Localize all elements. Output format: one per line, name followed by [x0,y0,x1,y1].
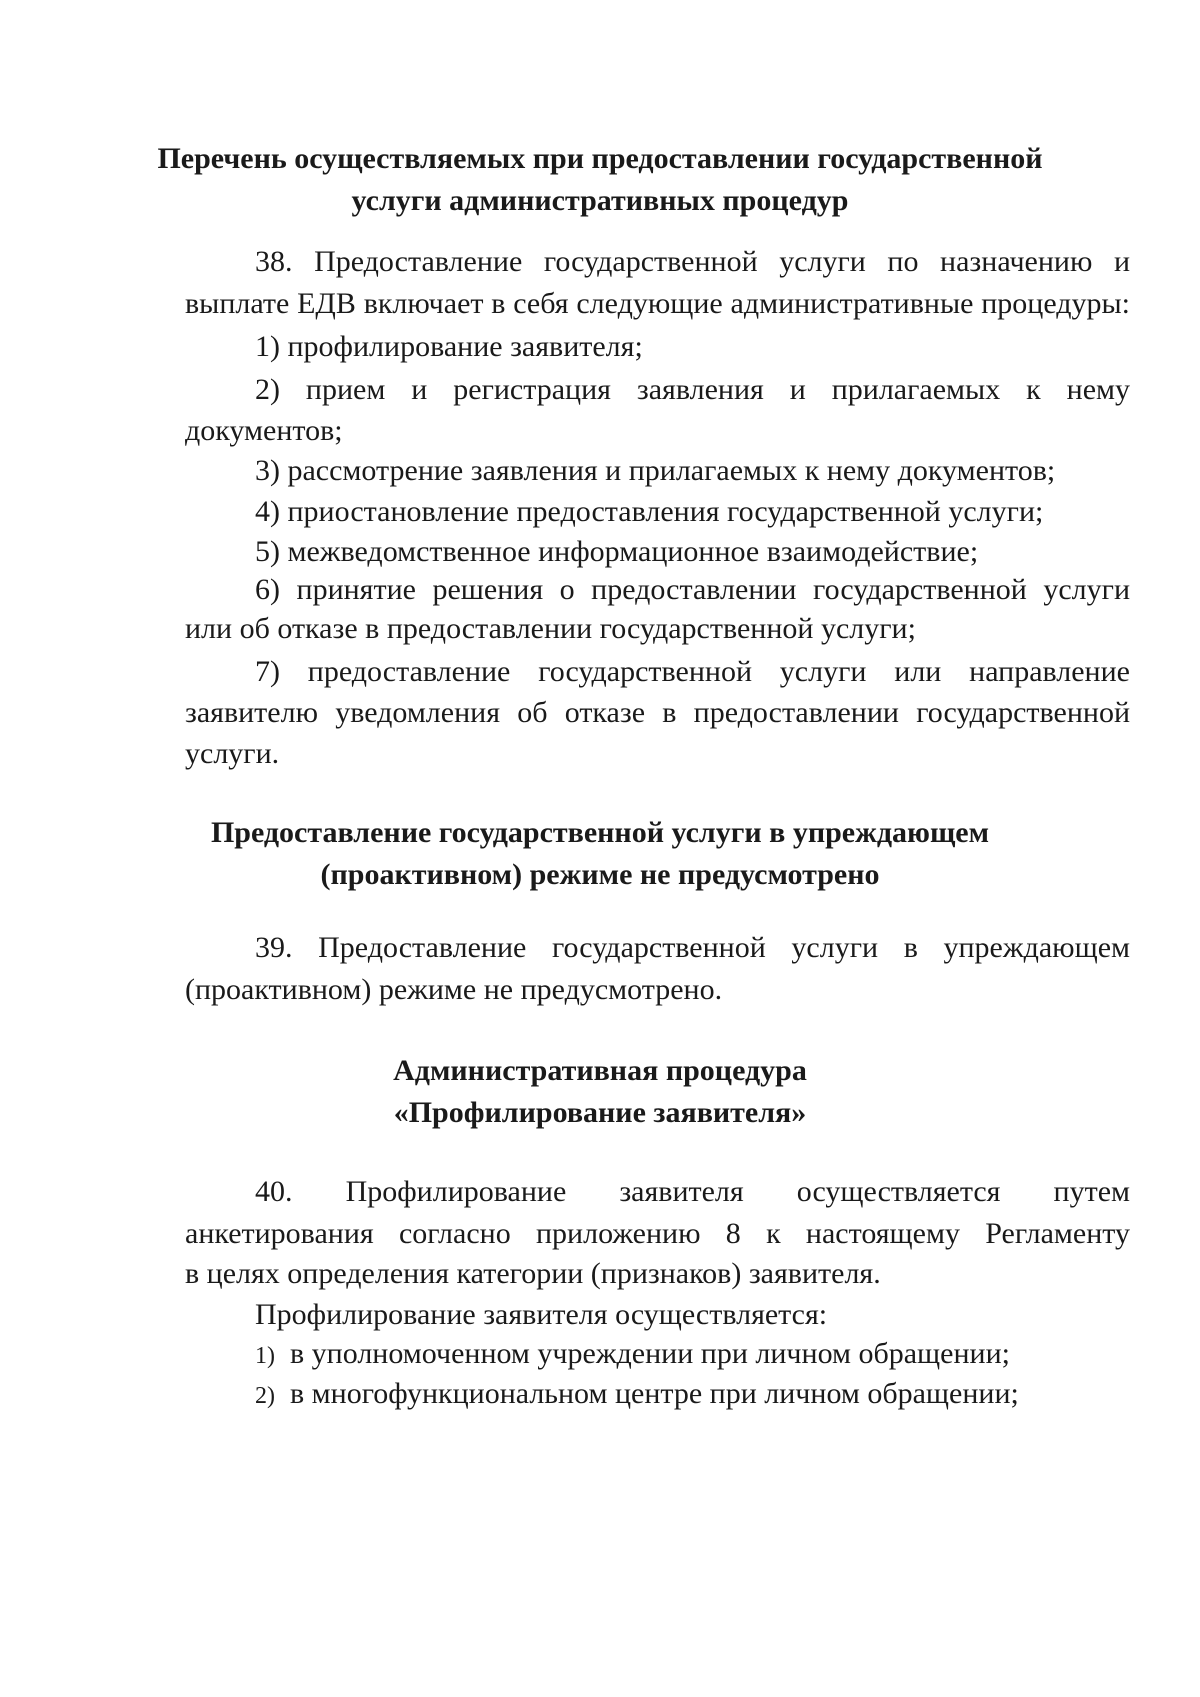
list-item-text: в многофункциональном центре при личном обращении; [290,1377,1019,1410]
heading-line: Административная процедура [393,1054,807,1087]
list-item-38: 1) профилирование заявителя; [255,330,643,363]
list-item-38: 6) принятие решения о предоставлении государственной услуги [255,573,1130,606]
paragraph-40-line: Профилирование заявителя осуществляется: [255,1298,828,1331]
list-item-38-continuation: документов; [185,414,343,447]
list-item-38: 2) прием и регистрация заявления и прилагаемых к нему [255,373,1130,406]
paragraph-40-line: в целях определения категории (признаков) заявителя. [185,1257,881,1290]
list-item-38: 7) предоставление государственной услуги или направление [255,655,1130,688]
section-heading-proactive [0,812,1200,896]
list-item-text: в уполномоченном учреждении при личном обращении; [290,1337,1010,1370]
list-item-38: 5) межведомственное информационное взаимодействие; [255,535,979,568]
list-number: 2) [255,1383,275,1409]
list-number: 1) [255,1343,275,1369]
heading-line: «Профилирование заявителя» [393,1096,807,1129]
paragraph-40-line: 40. Профилирование заявителя осуществляется путем [255,1175,1130,1208]
paragraph-40-line: анкетирования согласно приложению 8 к настоящему Регламенту [185,1217,1130,1250]
paragraph-38-line: выплате ЕДВ включает в себя следующие административные процедуры: [185,287,1130,320]
heading-line: услуги административных процедур [351,184,849,217]
list-item-40 [255,1334,1130,1376]
paragraph-39-line: (проактивном) режиме не предусмотрено. [185,973,723,1006]
list-item-38-continuation: или об отказе в предоставлении государственной услуги; [185,612,916,645]
list-item-38: 4) приостановление предоставления государственной услуги; [255,495,1044,528]
paragraph-38-line: 38. Предоставление государственной услуги по назначению и [255,245,1130,278]
heading-line: (проактивном) режиме не предусмотрено [320,858,880,891]
list-item-38: 3) рассмотрение заявления и прилагаемых к нему документов; [255,454,1056,487]
heading-line: Перечень осуществляемых при предоставлении государственной [157,142,1043,175]
section-heading-procedures [0,138,1200,222]
list-item-38-continuation: заявителю уведомления об отказе в предоставлении государственной [185,696,1130,729]
section-heading-profiling [0,1050,1200,1134]
list-item-40 [255,1374,1130,1416]
list-item-38-continuation: услуги. [185,737,280,770]
heading-line: Предоставление государственной услуги в упреждающем [210,816,990,849]
paragraph-39-line: 39. Предоставление государственной услуги в упреждающем [255,931,1130,964]
